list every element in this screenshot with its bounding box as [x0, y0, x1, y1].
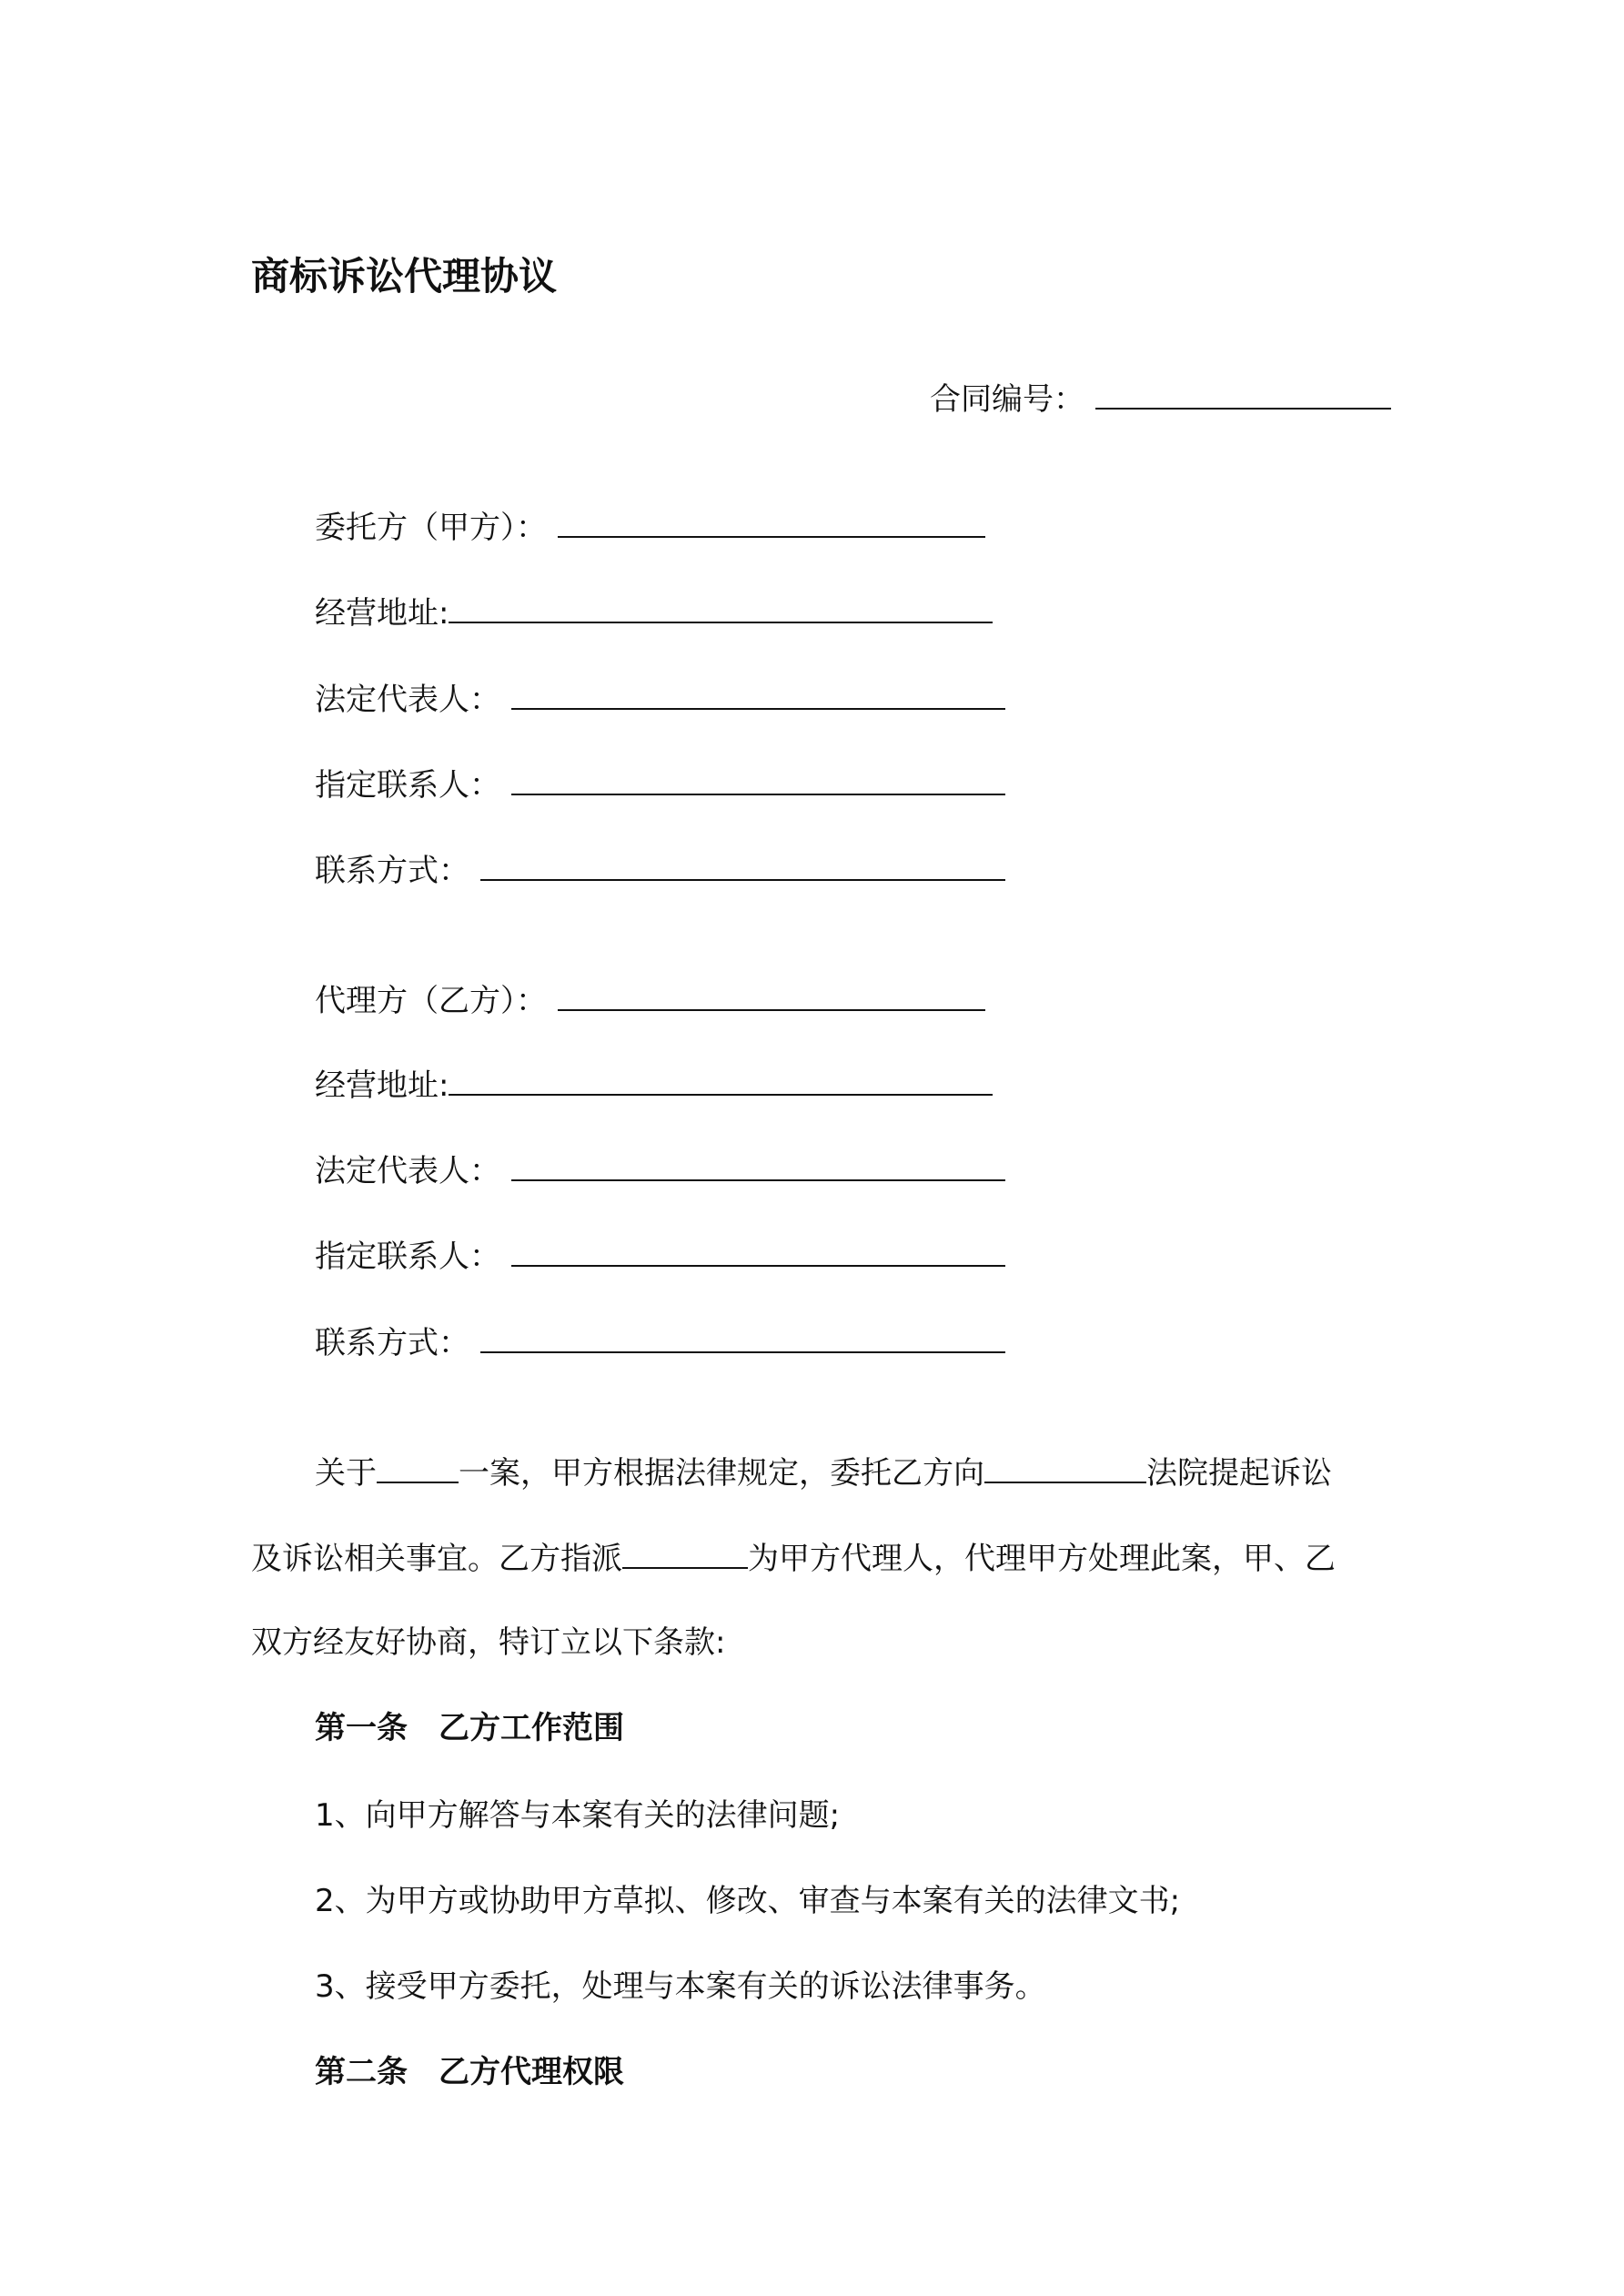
label: 指定联系人： — [315, 767, 500, 804]
party-a-client-field — [315, 509, 985, 546]
label: 委托方（甲方）： — [315, 510, 547, 546]
text: 一案，甲方根据法律规定，委托乙方向 — [459, 1455, 984, 1492]
intro-line-3: 双方经友好协商，特订立以下条款: — [251, 1624, 726, 1661]
article-1-heading: 第一条 乙方工作范围 — [315, 1710, 624, 1746]
document-title: 商标诉讼代理协议 — [251, 254, 558, 298]
party-b-legal-rep-field — [315, 1152, 1005, 1189]
article-1-item: 1、向甲方解答与本案有关的法律问题; — [315, 1797, 841, 1834]
blank[interactable] — [558, 509, 985, 538]
article-2-heading: 第二条 乙方代理权限 — [315, 2054, 624, 2090]
blank[interactable] — [511, 681, 1005, 710]
party-b-agent-field — [315, 982, 985, 1019]
text: 法院提起诉讼 — [1146, 1455, 1332, 1492]
label: 法定代表人： — [315, 682, 500, 718]
label: 经营地址: — [315, 1067, 449, 1104]
contract-number-blank[interactable] — [1095, 380, 1391, 410]
blank[interactable] — [511, 1238, 1005, 1267]
label: 指定联系人： — [315, 1239, 500, 1275]
label: 代理方（乙方）： — [315, 983, 547, 1019]
agent-blank[interactable] — [622, 1540, 748, 1569]
party-b-contact-person-field — [315, 1238, 1005, 1275]
article-1-item: 2、为甲方或协助甲方草拟、修改、审查与本案有关的法律文书; — [315, 1883, 1181, 1919]
court-blank[interactable] — [984, 1454, 1146, 1483]
contract-number-label: 合同编号： — [930, 381, 1084, 418]
text: 关于 — [315, 1455, 377, 1492]
party-a-contact-person-field — [315, 766, 1005, 804]
label: 经营地址: — [315, 595, 449, 632]
contract-number-field — [930, 380, 1391, 418]
blank[interactable] — [511, 1152, 1005, 1181]
blank[interactable] — [449, 1067, 993, 1096]
party-a-contact-field — [315, 852, 1005, 889]
blank[interactable] — [511, 766, 1005, 795]
intro-line-2 — [251, 1540, 1336, 1577]
text: 及诉讼相关事宜。乙方指派 — [251, 1541, 622, 1577]
blank[interactable] — [480, 852, 1005, 881]
blank[interactable] — [480, 1324, 1005, 1353]
label: 联系方式： — [315, 1325, 469, 1361]
article-1-item: 3、接受甲方委托，处理与本案有关的诉讼法律事务。 — [315, 1968, 1046, 2005]
party-b-address-field — [315, 1067, 993, 1104]
intro-line-1 — [315, 1454, 1332, 1492]
party-a-address-field — [315, 594, 993, 632]
party-a-legal-rep-field — [315, 681, 1005, 718]
label: 法定代表人： — [315, 1153, 500, 1189]
label: 联系方式： — [315, 853, 469, 889]
text: 为甲方代理人，代理甲方处理此案，甲、乙 — [748, 1541, 1336, 1577]
blank[interactable] — [449, 594, 993, 623]
party-b-contact-field — [315, 1324, 1005, 1361]
case-blank[interactable] — [377, 1454, 459, 1483]
blank[interactable] — [558, 982, 985, 1011]
